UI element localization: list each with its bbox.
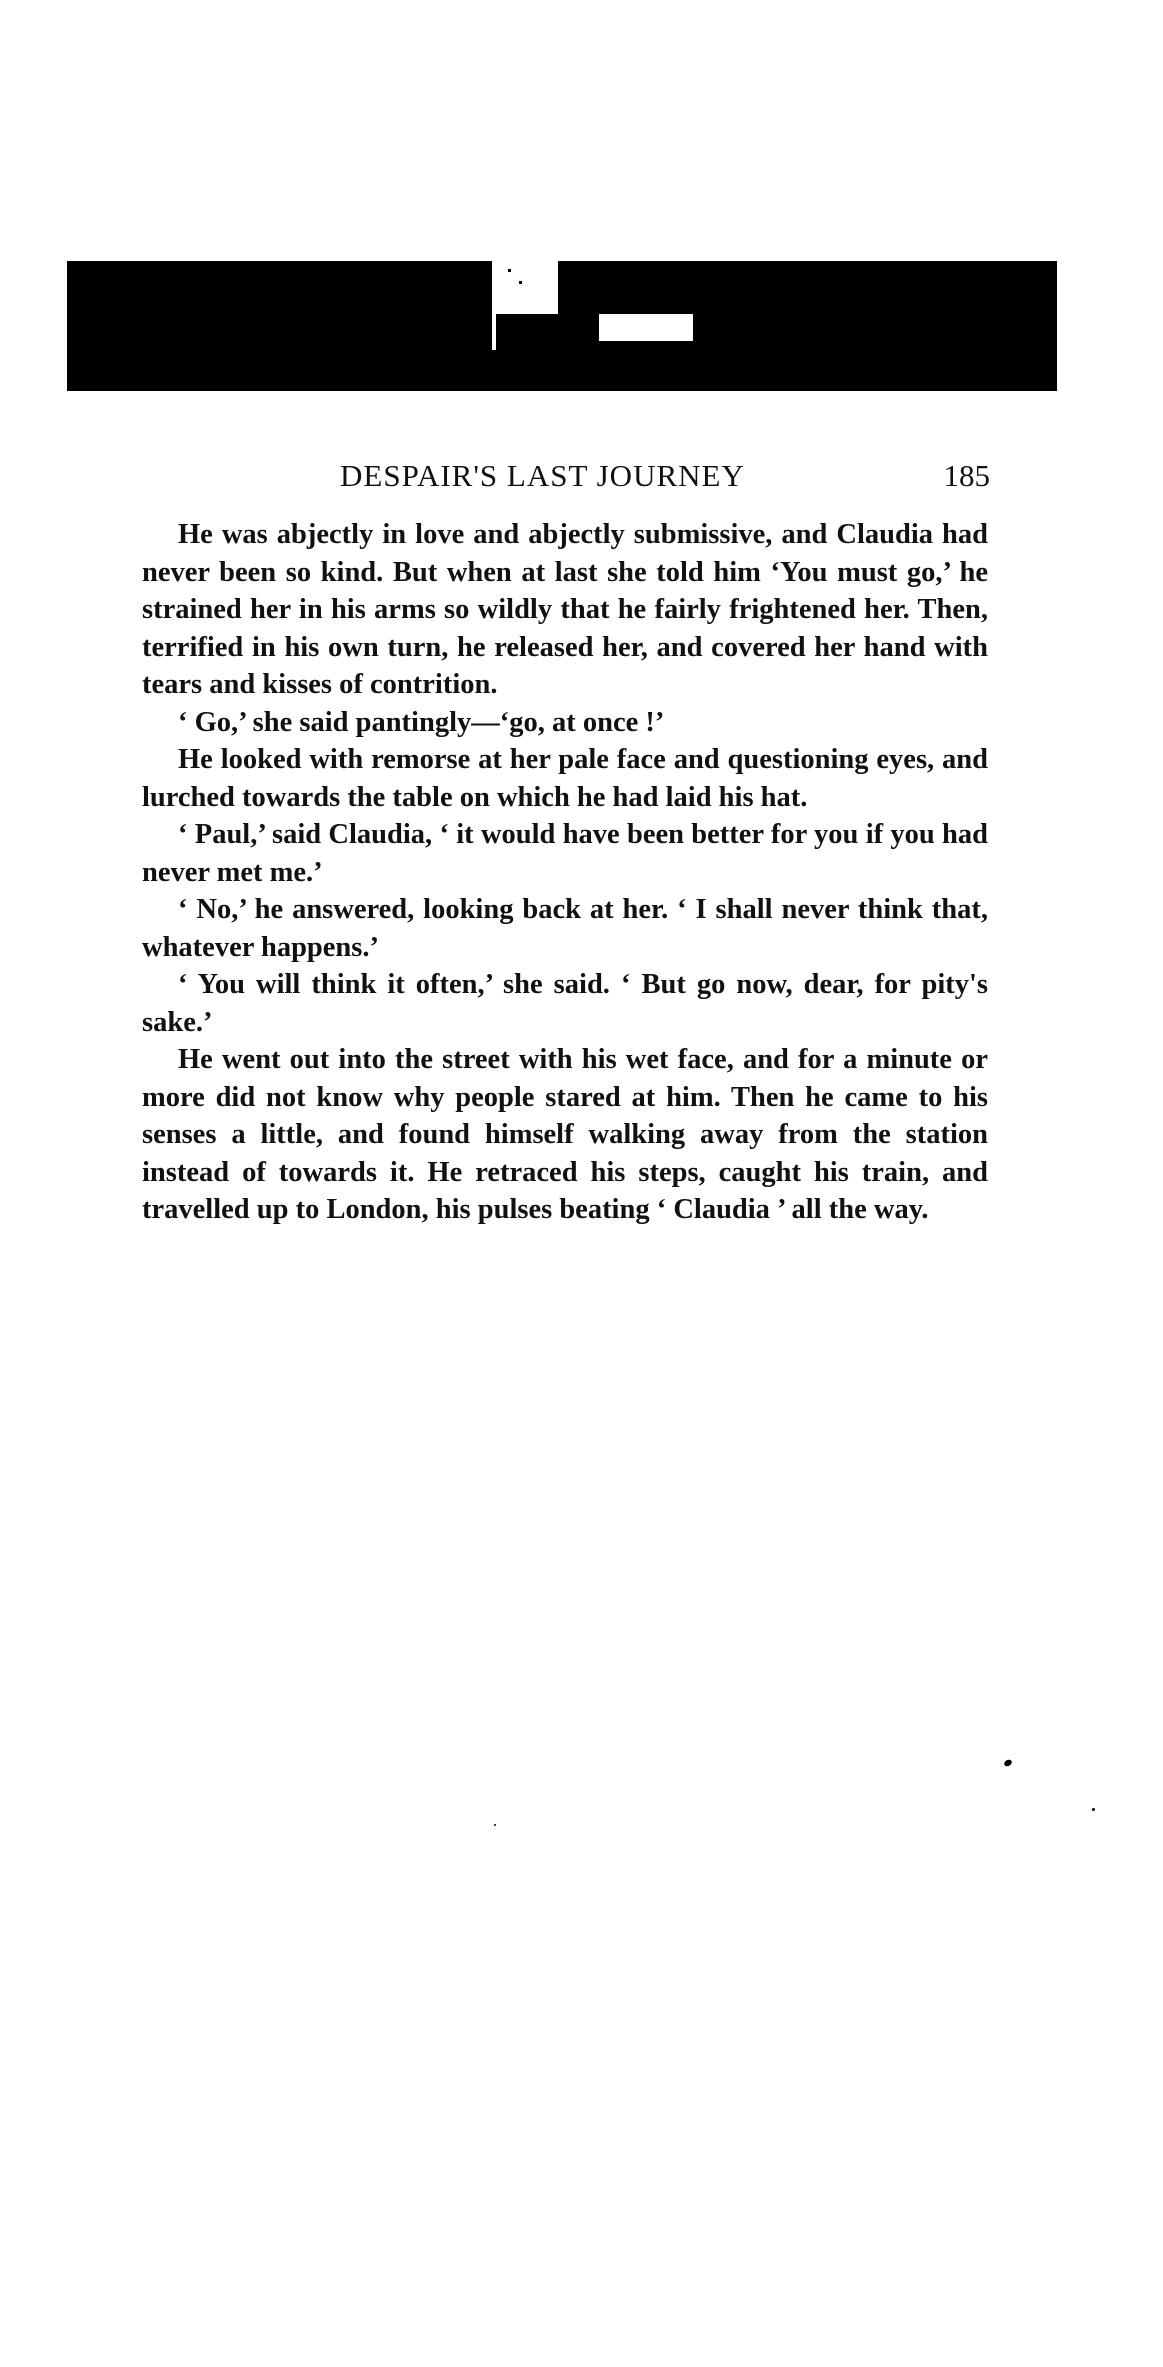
page-number: 185: [943, 458, 990, 493]
paragraph: ‘ You will think it often,’ she said. ‘ But go now, dear, for pity's sake.’: [142, 969, 988, 1038]
scan-speck: [1003, 1758, 1013, 1767]
running-head: [140, 458, 990, 498]
running-title: DESPAIR'S LAST JOURNEY: [340, 458, 745, 493]
scan-artifact: [508, 269, 511, 272]
paragraph: ‘ Go,’ she said pantingly—‘go, at once !’: [178, 706, 665, 738]
scan-speck: [1092, 1808, 1095, 1811]
scan-artifact: [519, 281, 522, 284]
scan-artifact: [492, 261, 558, 314]
scan-speck: [494, 1824, 496, 1826]
scan-artifact: [492, 314, 496, 350]
scan-artifact: [599, 314, 693, 341]
paragraph: He was abjectly in love and abjectly submissive, and Claudia had never been so kind. But when at last she told him ‘You must go,’ he strained her in his arms so wildly that he fairly frightened her. Then, terrified in his own turn, he released her, and covered her hand with tears and kisses of contrition.: [142, 519, 988, 700]
paragraph: ‘ Paul,’ said Claudia, ‘ it would have been better for you if you had never met me.’: [142, 819, 988, 888]
paragraph: He went out into the street with his wet face, and for a minute or more did not know why people stared at him. Then he came to his senses a little, and found himself walking away from the station instead of towards it. He retraced his steps, caught his train, and travelled up to London, his pulses beating ‘ Claudia ’ all the way.: [142, 1044, 988, 1225]
scanned-dark-band: [67, 261, 1057, 391]
paragraph: He looked with remorse at her pale face and questioning eyes, and lurched towards the table on which he had laid his hat.: [142, 744, 988, 813]
paragraph: ‘ No,’ he answered, looking back at her. ‘ I shall never think that, whatever happens.’: [142, 894, 988, 963]
body-text: [142, 516, 988, 1229]
